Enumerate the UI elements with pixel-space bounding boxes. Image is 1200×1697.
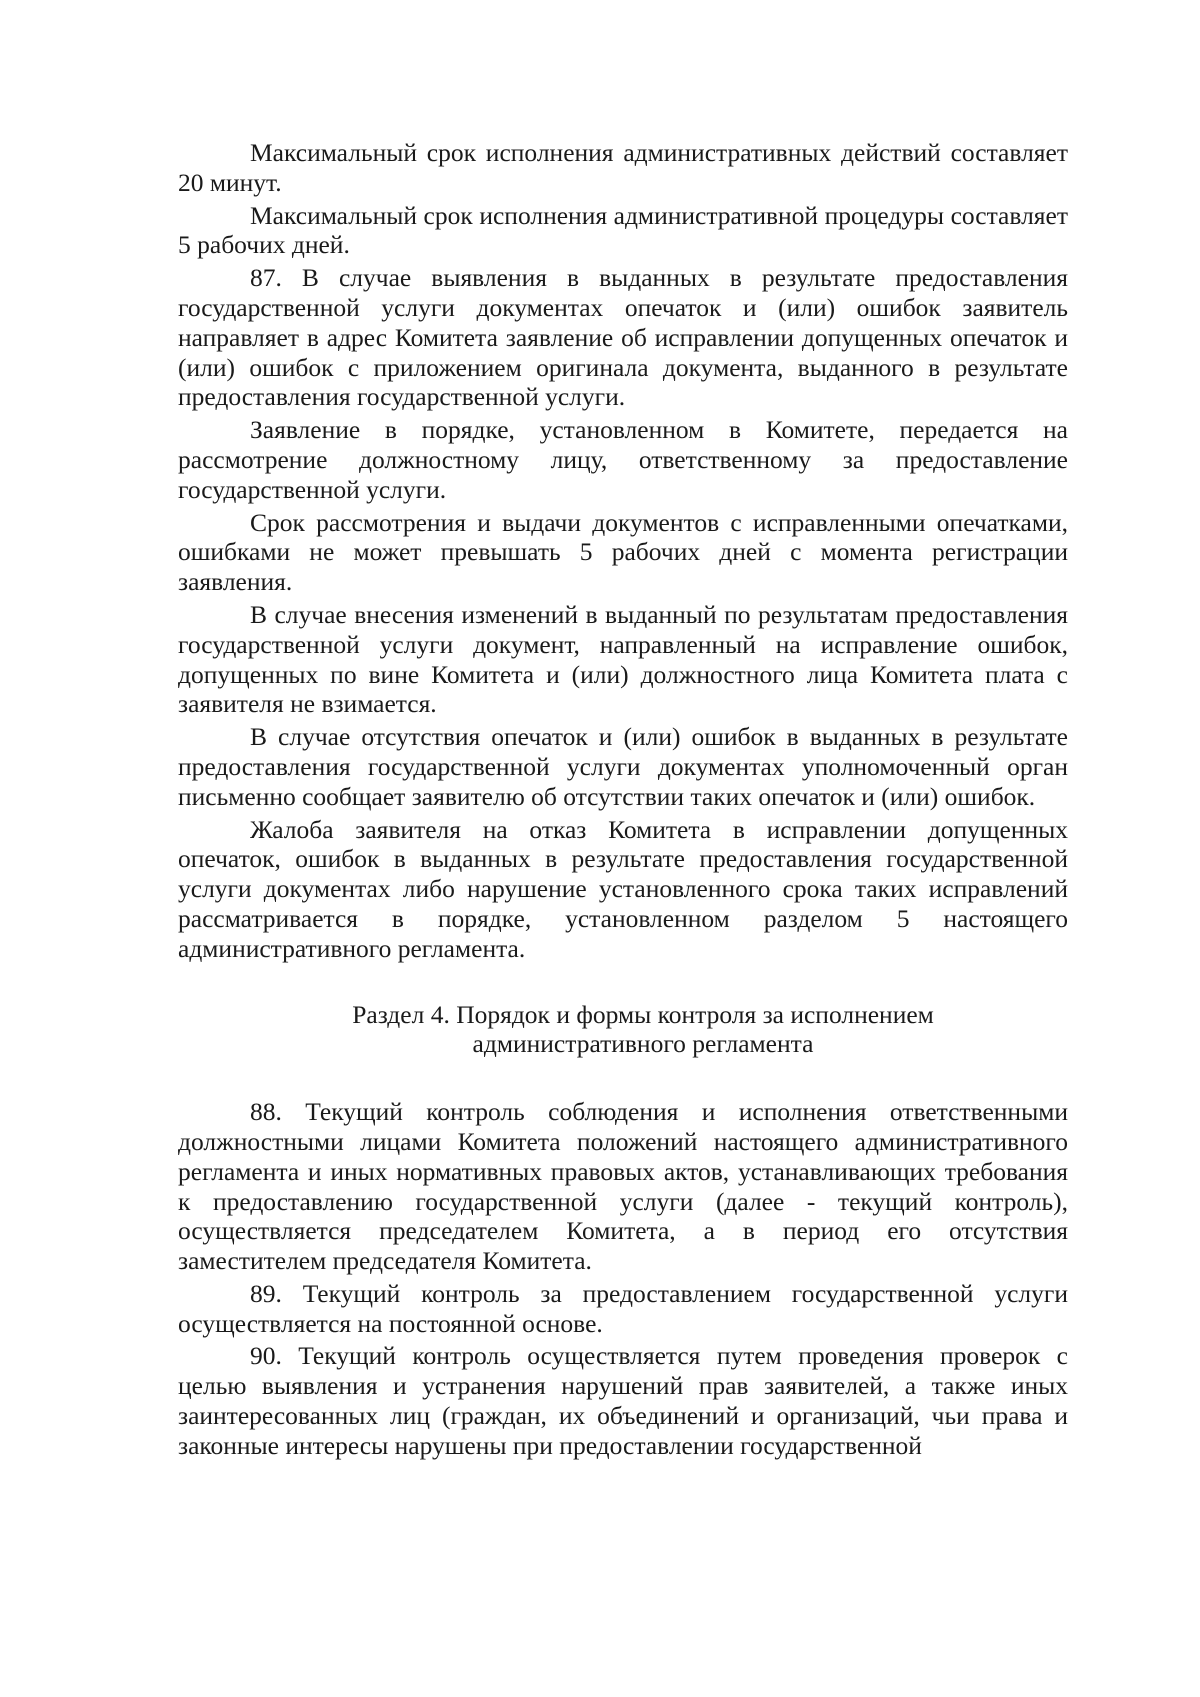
paragraph-complaint: Жалоба заявителя на отказ Комитета в исправлении допущенных опечаток, ошибок в выданных в результате предоставления государственной услуги документах либо нарушение установленного срока таких исправлений рассматривается в порядке, установленном разделом 5 настоящего административного регламента.: [178, 814, 1068, 963]
section-heading-line-2: административного регламента: [472, 1029, 814, 1059]
paragraph-max-time-actions: Максимальный срок исполнения административных действий составляет 20 минут.: [178, 138, 1068, 197]
paragraph-88: 88. Текущий контроль соблюдения и исполнения ответственными должностными лицами Комитета положений настоящего административного регламента и иных нормативных правовых актов, устанавливающих требования к предоставлению государственной услуги (далее - текущий контроль), осуществляется председателем Комитета, а в период его отсутствия заместителем председателя Комитета.: [178, 1097, 1068, 1276]
paragraph-87: 87. В случае выявления в выданных в результате предоставления государственной услуги документах опечаток и (или) ошибок заявитель направляет в адрес Комитета заявление об исправлении допущенных опечаток и (или) ошибок с приложением оригинала документа, выданного в результате предоставления государственной услуги.: [178, 263, 1068, 412]
section-heading: [178, 1000, 1068, 1060]
paragraph-89: 89. Текущий контроль за предоставлением государственной услуги осуществляется на постоянной основе.: [178, 1278, 1068, 1338]
section-heading-line-1: Раздел 4. Порядок и формы контроля за исполнением: [352, 999, 934, 1029]
paragraph-application-review: Заявление в порядке, установленном в Комитете, передается на рассмотрение должностному лицу, ответственному за предоставление государственной услуги.: [178, 415, 1068, 504]
paragraph-max-time-procedure: Максимальный срок исполнения административной процедуры составляет 5 рабочих дней.: [178, 200, 1068, 260]
document-body: [178, 138, 1068, 1464]
paragraph-changes-fee: В случае внесения изменений в выданный по результатам предоставления государственной услуги документ, направленный на исправление ошибок, допущенных по вине Комитета и (или) должностного лица Комитета плата с заявителя не взимается.: [178, 599, 1068, 719]
paragraph-no-errors: В случае отсутствия опечаток и (или) ошибок в выданных в результате предоставления государственной услуги документах уполномоченный орган письменно сообщает заявителю об отсутствии таких опечаток и (или) ошибок.: [178, 722, 1068, 811]
paragraph-90: 90. Текущий контроль осуществляется путем проведения проверок с целью выявления и устранения нарушений прав заявителей, а также иных заинтересованных лиц (граждан, их объединений и организаций, чьи права и законные интересы нарушены при предоставлении государственной: [178, 1341, 1068, 1460]
paragraph-review-term: Срок рассмотрения и выдачи документов с исправленными опечатками, ошибками не может превышать 5 рабочих дней с момента регистрации заявления.: [178, 507, 1068, 597]
